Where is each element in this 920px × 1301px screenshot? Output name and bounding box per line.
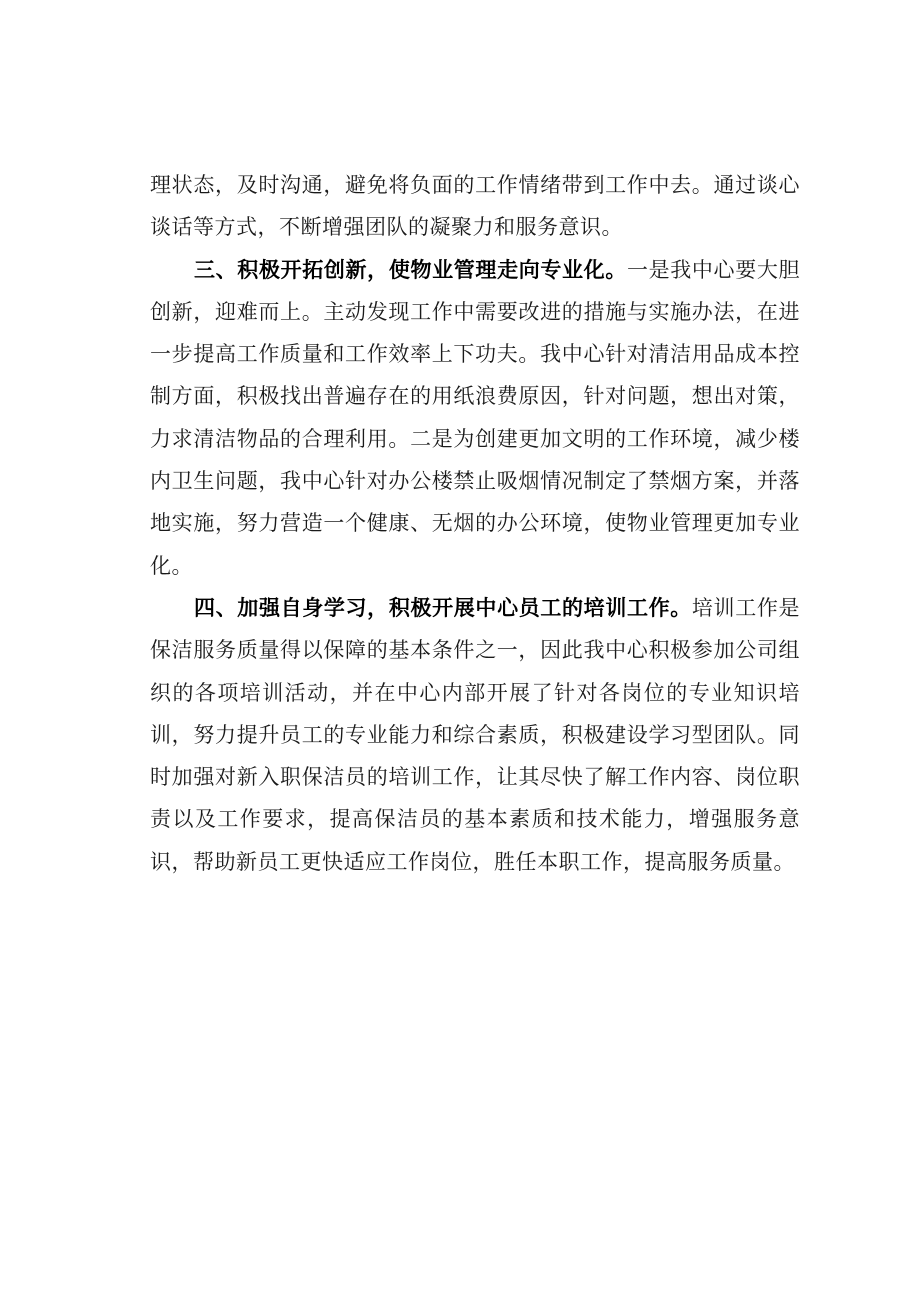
paragraph-text: 理状态，及时沟通，避免将负面的工作情绪带到工作中去。通过谈心谈话等方式，不断增强团队的凝聚力和服务意识。	[150, 173, 800, 240]
section-heading: 三、积极开拓创新，使物业管理走向专业化。	[194, 257, 627, 282]
paragraph-section-three	[150, 249, 800, 587]
document-page	[150, 164, 800, 883]
section-heading: 四、加强自身学习，积极开展中心员工的培训工作。	[194, 595, 692, 620]
paragraph-section-four	[150, 587, 800, 883]
paragraph-continuation	[150, 164, 800, 249]
paragraph-text: 一是我中心要大胆创新，迎难而上。主动发现工作中需要改进的措施与实施办法，在进一步提高工作质量和工作效率上下功夫。我中心针对清洁用品成本控制方面，积极找出普遍存在的用纸浪费原因，针对问题，想出对策，力求清洁物品的合理利用。二是为创建更加文明的工作环境，减少楼内卫生问题，我中心针对办公楼禁止吸烟情况制定了禁烟方案，并落地实施，努力营造一个健康、无烟的办公环境，使物业管理更加专业化。	[150, 257, 801, 578]
paragraph-text: 培训工作是保洁服务质量得以保障的基本条件之一，因此我中心积极参加公司组织的各项培训活动，并在中心内部开展了针对各岗位的专业知识培训，努力提升员工的专业能力和综合素质，积极建设学习型团队。同时加强对新入职保洁员的培训工作，让其尽快了解工作内容、岗位职责以及工作要求，提高保洁员的基本素质和技术能力，增强服务意识，帮助新员工更快适应工作岗位，胜任本职工作，提高服务质量。	[150, 595, 800, 874]
